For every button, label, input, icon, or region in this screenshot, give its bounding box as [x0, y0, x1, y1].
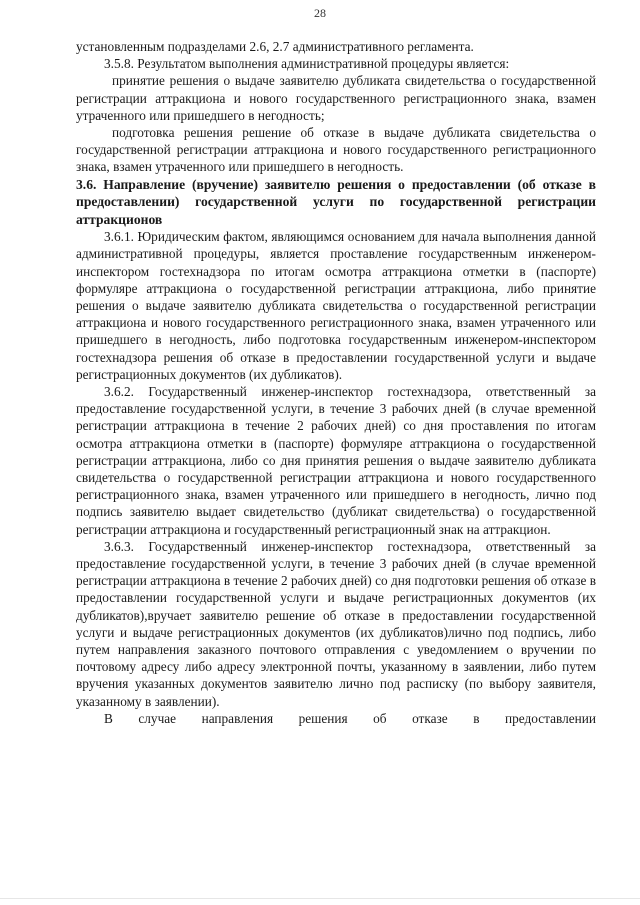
paragraph-continuation: установленным подразделами 2.6, 2.7 административного регламента. [76, 39, 474, 54]
paragraph-3-6-3: 3.6.3. Государственный инженер-инспектор гостехнадзора, ответственный за предоставление государственной услуги, в течение 3 рабочих дней (в случае временной регистрации аттракциона в течение 2 рабочих дней) со дня подготовки решения об отказе в предоставлении государственной услуги и выдаче регистрационных документов (их дубликатов),вручает заявителю решение об отказе в предоставлении государственной услуги и выдаче регистрационных документов (их дубликатов)лично под подпись, либо путем направления заказного почтового отправления с уведомлением о вручении по почтовому адресу либо адресу электронной почты, указанному в заявлении, либо путем вручения указанных документов заявителю лично под расписку (по выбору заявителя, указанному в заявлении). [76, 538, 596, 709]
paragraph-refusal-sending: В случае направления решения об отказе в предоставлении [104, 710, 596, 726]
page-number: 28 [314, 6, 326, 20]
document-body [76, 38, 596, 727]
paragraph-3-5-8: 3.5.8. Результатом выполнения административной процедуры является: [104, 56, 510, 72]
paragraph-3-6-1: 3.6.1. Юридическим фактом, являющимся основанием для начала выполнения данной административной процедуры, является проставление государственным инженером-инспектором гостехнадзора по итогам осмотра аттракциона отметки в (паспорте) формуляре аттракциона о государственной регистрации аттракциона, либо принятие решения о выдаче заявителю дубликата свидетельства о государственной регистрации аттракциона и нового государственного регистрационного знака, взамен утраченного или пришедшего в негодность, либо подготовка государственным инженером-инспектором гостехнадзора решения об отказе в предоставлении государственной услуги и выдаче регистрационных документов (их дубликатов). [76, 229, 596, 382]
page-bottom-edge [0, 898, 640, 899]
paragraph-decision-refusal: подготовка решения решение об отказе в выдаче дубликата свидетельства о государственной регистрации аттракциона и нового государственного регистрационного знака, взамен утраченного или пришедшего в негодность. [76, 125, 596, 175]
section-heading-3-6: 3.6. Направление (вручение) заявителю решения о предоставлении (об отказе в предоставлении) государственной услуги по государственной регистрации аттракционов [76, 176, 596, 227]
paragraph-3-6-2: 3.6.2. Государственный инженер-инспектор гостехнадзора, ответственный за предоставление государственной услуги, в течение 3 рабочих дней (в случае временной регистрации аттракциона в течение 2 рабочих дней) со дня проставления по итогам осмотра аттракциона отметки в (паспорте) формуляре аттракциона о государственной регистрации аттракциона, либо со дня принятия решения о выдаче заявителю дубликата свидетельства о государственной регистрации аттракциона и нового государственного регистрационного знака, взамен утраченного или пришедшего в негодность, лично под подпись заявителю выдает свидетельство (дубликат свидетельства) о государственной регистрации аттракциона и государственный регистрационный знак на аттракцион. [76, 383, 596, 537]
paragraph-decision-issue: принятие решения о выдаче заявителю дубликата свидетельства о государственной регистрации аттракциона и нового государственного регистрационного знака, взамен утраченного или пришедшего в негодность; [76, 73, 596, 123]
